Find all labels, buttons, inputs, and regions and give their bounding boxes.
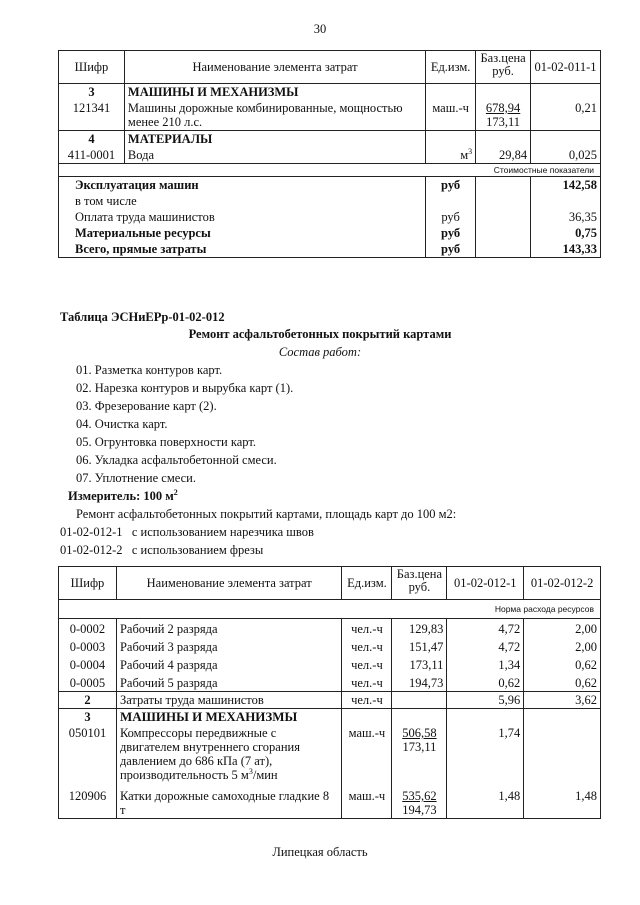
machine-price (476, 100, 531, 131)
machine-price-bottom: 173,11 (486, 115, 521, 129)
exploitation-unit: руб (426, 177, 476, 194)
section-number: 2 (59, 692, 117, 709)
header-price-line2: руб. (492, 64, 514, 78)
machine-norm: 0,21 (531, 100, 601, 131)
material-norm: 0,025 (531, 147, 601, 164)
material-unit-sup: 3 (468, 146, 473, 156)
operator-labor-norm-2: 3,62 (524, 692, 601, 709)
material-unit (426, 147, 476, 164)
worker-norm-1: 0,62 (447, 673, 524, 692)
work-item: 07. Уплотнение смеси. (76, 471, 196, 485)
machine-unit: маш.-ч (342, 783, 392, 819)
section-number: 3 (59, 84, 125, 101)
variant-code: 01-02-012-1 (60, 525, 123, 539)
machine-code: 121341 (59, 100, 125, 131)
worker-norm-1: 4,72 (447, 637, 524, 655)
machine-price-bottom: 194,73 (402, 803, 437, 817)
material-code: 411-0001 (59, 147, 125, 164)
machine-name-line: давлением до 686 кПа (7 ат), (119, 754, 273, 768)
header-code: Шифр (59, 51, 125, 84)
work-item: 02. Нарезка контуров и вырубка карт (1). (76, 381, 294, 395)
worker-price: 194,73 (392, 673, 447, 692)
header-norm-1: 01-02-012-1 (447, 567, 524, 600)
exploitation-value: 142,58 (531, 177, 601, 194)
machine-name-line: двигателем внутреннего сгорания (119, 740, 300, 754)
header-price-line2: руб. (408, 580, 431, 594)
variant-line (60, 543, 263, 558)
worker-name: Рабочий 2 разряда (116, 619, 342, 638)
machine-unit: маш.-ч (342, 725, 392, 783)
worker-code: 0-0004 (59, 655, 117, 673)
including-label: в том числе (59, 193, 426, 209)
worker-unit: чел.-ч (342, 619, 392, 638)
header-price-line1: Баз.цена (396, 567, 443, 581)
meter-label (68, 489, 178, 504)
work-item: 06. Укладка асфальтобетонной смеси. (76, 453, 277, 467)
materials-label: Материальные ресурсы (59, 225, 426, 241)
machine-norm-2 (524, 725, 601, 783)
work-heading: Состав работ: (278, 345, 362, 359)
wages-value: 36,35 (531, 209, 601, 225)
cost-header: Стоимостные показатели (59, 164, 601, 177)
section-title: МАШИНЫ И МЕХАНИЗМЫ (116, 709, 342, 726)
variant-text: с использованием нарезчика швов (131, 525, 314, 539)
worker-price: 151,47 (392, 637, 447, 655)
worker-code: 0-0003 (59, 637, 117, 655)
work-item: 05. Огрунтовка поверхности карт. (76, 435, 256, 449)
section-number: 3 (59, 709, 117, 726)
meter-text: Измеритель: 100 м (68, 489, 174, 503)
machine-name-tail: /мин (252, 768, 278, 782)
work-item: 04. Очистка карт. (76, 417, 168, 431)
meter-sup: 2 (173, 487, 178, 497)
worker-norm-2: 2,00 (524, 619, 601, 638)
machine-code: 120906 (59, 783, 117, 819)
section-title: МАТЕРИАЛЫ (124, 131, 425, 148)
total-unit: руб (426, 241, 476, 258)
machine-name-line (120, 768, 339, 782)
machine-norm-1: 1,74 (447, 725, 524, 783)
material-price: 29,84 (476, 147, 531, 164)
machine-price-top: 678,94 (485, 101, 521, 115)
header-unit: Ед.изм. (342, 567, 392, 600)
worker-price: 129,83 (392, 619, 447, 638)
total-value: 143,33 (531, 241, 601, 258)
wages-unit: руб (426, 209, 476, 225)
header-norm-2: 01-02-012-2 (524, 567, 601, 600)
materials-value: 0,75 (531, 225, 601, 241)
work-item: 01. Разметка контуров карт. (76, 363, 223, 377)
worker-unit: чел.-ч (342, 637, 392, 655)
worker-price: 173,11 (392, 655, 447, 673)
machine-price-bottom: 173,11 (402, 740, 437, 754)
machine-name-line: Компрессоры передвижные с (119, 726, 277, 740)
work-item: 03. Фрезерование карт (2). (76, 399, 217, 413)
exploitation-label: Эксплуатация машин (59, 177, 426, 194)
section-title: Ремонт асфальтобетонных покрытий картами (188, 327, 452, 341)
materials-unit: руб (426, 225, 476, 241)
header-code: Шифр (59, 567, 117, 600)
variant-code: 01-02-012-2 (60, 543, 123, 557)
section-title: МАШИНЫ И МЕХАНИЗМЫ (124, 84, 425, 101)
resource-table-1 (58, 50, 601, 258)
machine-price (392, 725, 447, 783)
machine-name-line: Катки дорожные самоходные гладкие 8 (119, 789, 330, 803)
machine-name (116, 725, 342, 783)
material-unit-text: м (460, 148, 469, 162)
description: Ремонт асфальтобетонных покрытий картами, площадь карт до 100 м2: (76, 507, 457, 521)
worker-norm-2: 2,00 (524, 637, 601, 655)
machine-norm-2: 1,48 (524, 783, 601, 819)
header-name: Наименование элемента затрат (124, 51, 425, 84)
worker-norm-1: 1,34 (447, 655, 524, 673)
resource-table-2 (58, 566, 601, 819)
header-unit: Ед.изм. (426, 51, 476, 84)
worker-name: Рабочий 4 разряда (116, 655, 342, 673)
machine-name: Машины дорожные комбинированные, мощностью менее 210 л.с. (124, 100, 425, 131)
machine-price (392, 783, 447, 819)
table-title: Таблица ЭСНиЕРр-01-02-012 (60, 310, 225, 324)
machine-code: 050101 (59, 725, 117, 783)
worker-code: 0-0002 (59, 619, 117, 638)
worker-norm-2: 0,62 (524, 673, 601, 692)
machine-price-top: 535,62 (402, 789, 437, 803)
operator-labor-norm-1: 5,96 (447, 692, 524, 709)
material-name: Вода (124, 147, 425, 164)
header-price-line1: Баз.цена (480, 51, 526, 65)
wages-label: Оплата труда машинистов (59, 209, 426, 225)
page-number: 30 (313, 22, 327, 36)
worker-name: Рабочий 3 разряда (116, 637, 342, 655)
operator-labor-unit: чел.-ч (342, 692, 392, 709)
machine-price-top: 506,58 (402, 726, 437, 740)
worker-norm-2: 0,62 (524, 655, 601, 673)
machine-name-sup: 3 (248, 766, 253, 776)
norm-header: Норма расхода ресурсов (59, 600, 601, 619)
machine-unit: маш.-ч (426, 100, 476, 131)
worker-code: 0-0005 (59, 673, 117, 692)
variant-line (60, 525, 314, 540)
machine-name-line: т (119, 803, 126, 817)
section-number: 4 (59, 131, 125, 148)
variant-text: с использованием фрезы (131, 543, 264, 557)
machine-norm-1: 1,48 (447, 783, 524, 819)
worker-name: Рабочий 5 разряда (116, 673, 342, 692)
footer-region: Липецкая область (272, 845, 368, 859)
header-price (476, 51, 531, 84)
header-norm: 01-02-011-1 (531, 51, 601, 84)
worker-unit: чел.-ч (342, 673, 392, 692)
header-price (392, 567, 447, 600)
header-name: Наименование элемента затрат (116, 567, 342, 600)
machine-name (116, 783, 342, 819)
worker-norm-1: 4,72 (447, 619, 524, 638)
machine-name-text: производительность 5 м (119, 768, 249, 782)
worker-unit: чел.-ч (342, 655, 392, 673)
total-label: Всего, прямые затраты (59, 241, 426, 258)
operator-labor-label: Затраты труда машинистов (116, 692, 342, 709)
